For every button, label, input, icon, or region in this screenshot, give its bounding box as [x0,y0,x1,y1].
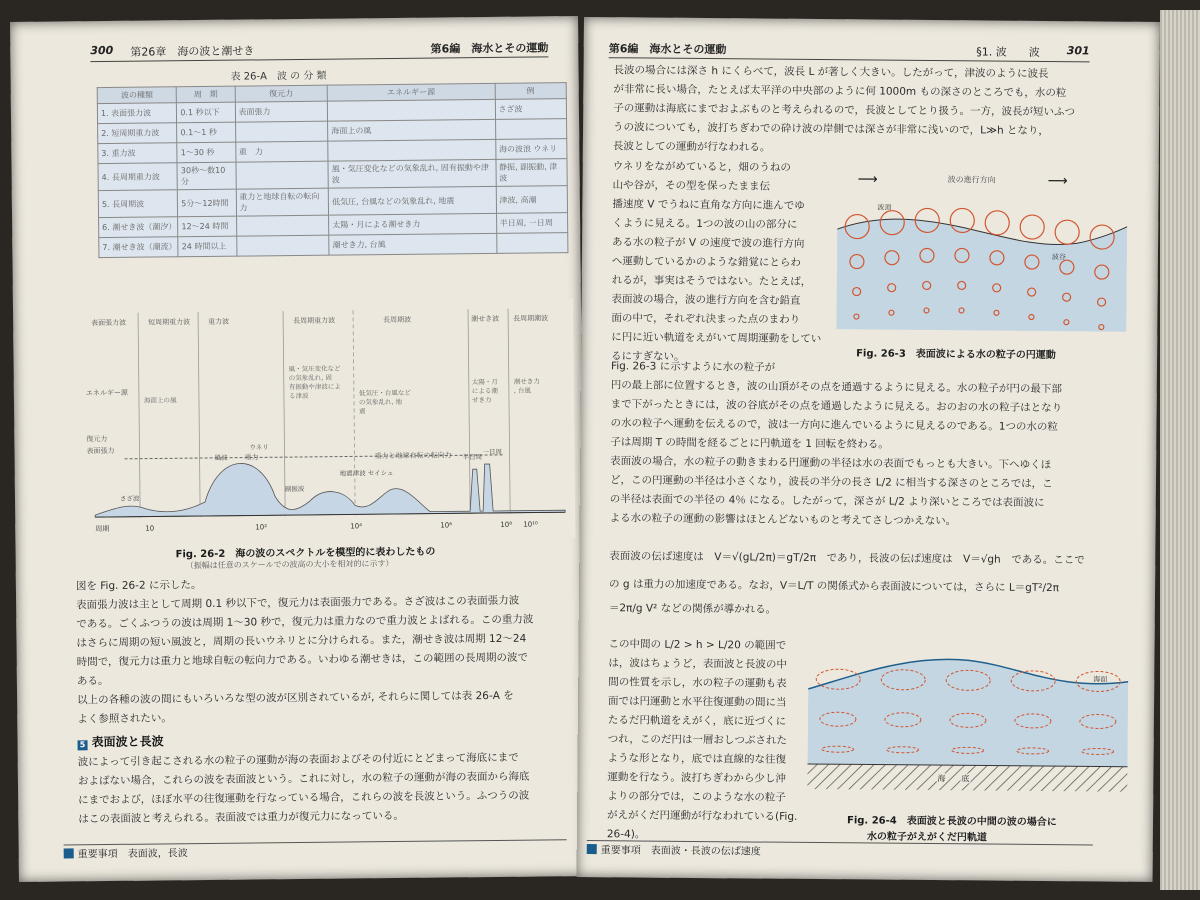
body-line: よる水の粒子の運動の影響はほとんどないものと考えてさしつかえない。 [609,512,957,528]
body-line: 時間で，復元力は重力と地球自転の転向力である。いわゆる潮せきは，この範囲の長周期の波で [76,651,529,669]
spectrum-top-label: 長周期波 [383,315,412,325]
axis-tick-label: 10⁸ [500,520,513,529]
body-line: にまでおよび，ほぼ水平の往復運動を行なっている場合，これらの波を長波という。ふつうの波 [78,789,530,807]
body-line: が非常に長い場合，たとえば太平洋の中央部のように何 1000m もの深さのところでも，水の粒 [613,83,1067,100]
body-line: 図を Fig. 26-2 に示した。 [75,579,202,593]
formula-line-2: の g は重力の加速度である。なお，V＝L/T の関係式から表面波については，さらに L＝gT²/2π [609,578,1060,595]
axis-tick-label: 10⁴ [350,522,363,531]
body-line: 以上の各種の波の間にもいろいろな型の波が区別されているが, それらに関しては表 26-A を [77,689,514,707]
table-row [99,233,568,258]
body-line: ど，この円運動の半径は小さくなり，波長の半分の長さ L/2 に相当する深さのところでは，こ [609,474,1053,491]
body-line: ある水の粒子が V の速度で波の進行方向 [612,236,805,250]
body-line: ある。 [76,675,109,688]
right-page-number: 301 [1066,44,1090,58]
fig-26-4-diagram [807,649,1128,802]
spectrum-peak-label: 半日周 [462,453,483,462]
table-cell: 1～30 秒 [177,142,235,163]
spectrum-peak-label: 地震津波 セイシュ [339,469,394,478]
body-line: この中間の L/2 > h > L/20 の範囲で [608,638,787,652]
body-line: 子は周期 T の時間を経るごとに円軌道を 1 回転を終わる。 [610,436,889,451]
axis-tick-label: 10¹⁰ [523,520,538,529]
table-cell: 0.1～1 秒 [177,122,235,143]
left-chapter-header: 第26章 海の波と潮せき [130,44,255,59]
table-cell: 表面張力 [235,101,328,122]
left-page [10,16,587,882]
table-cell: 津波, 高潮 [496,186,568,214]
spectrum-top-label: 重力波 [208,317,230,326]
table-cell: 5分～12時間 [178,189,236,217]
body-line: まで下がったときには，波の谷底がその点を通過したように見える。おのおの水の粒子はとなり [610,398,1063,415]
direction-label: 波の進行方向 [947,175,996,185]
right-footer-text: 重要事項 表面波・長波の伝ぱ速度 [600,845,761,858]
body-line: 表面張力波は主として周期 0.1 秒以下で，復元力は表面張力である。さざ波はこの表面張力波 [76,594,520,612]
body-line: よく参照されたい。 [77,712,172,726]
fig-26-4-caption-2: 水の粒子がえがくだ円軌道 [866,831,987,844]
right-part-header: 第6編 海水とその運動 [608,42,727,57]
axis-tick-label: 10² [255,523,268,532]
body-line: 面では円運動と水平往復運動の間に当 [607,695,787,709]
body-line: およばない場合，これらの波を表面波という。これに対し，水の粒子の運動が海の表面から海底 [77,770,530,788]
book-page-edges [1160,10,1200,890]
body-line: はこの表面波と考えられる。表面波では重力が復元力になっている。 [78,809,404,826]
body-line: 間の性質を示し，水の粒子の運動も表 [608,676,787,690]
body-line: である。ごくふつうの波は周期 1～30 秒で，復元力は重力なので重力波とよばれる。この重力波 [76,613,534,631]
body-line: の半径は表面での半径の 4％ になる。したがって，深さが L/2 より深いところでは表面波に [609,493,1045,510]
fig-26-4-caption-1: Fig. 26-4 表面波と長波の中間の波の場合に [846,815,1057,829]
wave-classification-table [97,82,569,258]
body-line: うの波についても，波打ちぎわでの砕け波の岸側では深さが非常に浅いので，L≫h となり， [613,121,1050,138]
axis-tick-label: 10⁶ [440,521,453,530]
footer-marker-icon [64,848,74,858]
table-cell: 5. 長周期波 [98,190,178,218]
section-title: 表面波と長波 [91,734,164,750]
right-section-header: §1. 波 波 [976,45,1040,59]
right-body-column [611,157,833,368]
energy-item: 潮せき力, 台風 [513,377,540,395]
table-cell: 7. 潮せき波（潮流） [99,237,179,258]
table-cell: 太陽・月による潮せき力 [329,213,497,235]
table-cell [236,235,329,256]
table-cell: 重 力 [235,141,328,162]
particle-orbit-circle [1055,220,1079,244]
spectrum-peak-label: 風波 [214,453,228,462]
table-cell: 重力と地球自転の転向力 [236,188,329,216]
surface-tension-row-label: 表面張力 [86,446,115,456]
table-cell: 12～24 時間 [178,216,236,237]
body-line: ような形となり，底では直線的な往復 [607,752,787,766]
section-heading [77,732,163,750]
energy-item: 低気圧・台風などの気象乱れ, 地震 [358,388,411,416]
fig-26-2-caption: Fig. 26-2 海の波のスペクトルを模型的に表わしたもの [175,546,436,561]
table-cell: 4. 長周期重力波 [98,163,178,191]
table-header-2: 復元力 [235,85,328,102]
body-line: 播速度 V でうねに直角な方向に進んでゆ [612,198,805,212]
table-cell: 低気圧, 台風などの気象乱れ, 地震 [328,186,496,215]
body-line: 山や谷が，その型を保ったまま伝 [612,179,771,193]
body-line: くように見える。1つの波の山の部分に [612,217,798,231]
table-cell [328,99,496,121]
energy-item: 海面上の風 [143,396,177,405]
body-line: れるが，事実はそうではない。たとえば， [611,274,812,288]
body-line: ウネリをながめていると，畑のうねの [612,160,791,174]
spectrum-top-label: 短周期重力波 [148,318,191,327]
spectrum-top-label: 表面張力波 [91,318,127,328]
body-line: はさらに周期の短い風波と，周期の長いウネリとに分けられる。また，潮せき波は周期 12～24 [76,632,527,650]
right-body-middle [610,357,1121,532]
footer-marker-icon [587,844,597,854]
axis-label: 周期 [95,524,110,534]
body-line: Fig. 26-3 に示すように水の粒子が [610,360,776,374]
body-line: 波によって引き起こされる水の粒子の運動が海の表面およびその付近にとどまって海底にまで [77,751,519,769]
energy-item: 風・気圧変化などの気象乱れ, 固有振動や津波による津波 [288,364,341,401]
restoring-row-label: 復元力 [86,435,108,444]
table-cell [235,161,328,189]
axis-tick-label: 10 [145,524,155,533]
body-line: つれ，このだ円は一層おしつぶされた [607,733,787,747]
table-cell: 海の波浪 ウネリ [495,139,567,160]
table-cell: 海面上の風 [328,119,496,141]
right-page [577,17,1160,882]
right-footer [587,840,1093,863]
table-cell: 30秒～数10分 [177,162,235,190]
table-cell [328,139,496,161]
table-cell: 静振, 副振動, 津波 [496,159,568,187]
energy-item: 太陽・月による潮せき力 [471,377,498,405]
table-cell: 1. 表面張力波 [97,103,177,124]
fig-26-3-caption: Fig. 26-3 表面波による水の粒子の円運動 [856,348,1056,362]
left-footer [64,839,567,863]
table-cell: 潮せき力, 台風 [329,233,497,255]
direction-arrow-icon-right: ⟶ [1047,173,1068,190]
trough-label: 波谷 [1051,253,1066,262]
table-cell [236,215,329,236]
spectrum-peak-label: 一日周 [482,447,503,457]
formula-line-1: 表面波の伝ぱ速度は V＝√(gL/2π)＝gT/2π であり，長波の伝ぱ速度は V＝√gh である。ここで [609,550,1085,567]
table-cell [235,121,328,142]
table-title: 表 26-A 波 の 分 類 [230,70,327,83]
spectrum-peak-label: ウネリ [249,443,269,452]
crest-label: 波頂 [877,203,892,212]
table-header-0: 波の種類 [97,87,176,104]
formula-line-3: ＝2π/g V² などの関係が導かれる。 [608,602,777,616]
body-line: 長波の場合には深さ h にくらべて，波長 L が著しく大きい。したがって，津波のように波長 [613,64,1049,81]
left-running-header [90,36,548,62]
left-page-number: 300 [90,43,114,58]
section-number: 5 [78,740,88,750]
body-line: たるだ円軌道をえがく，底に近づくに [607,714,787,728]
particle-orbit-circle [1020,215,1044,239]
table-cell: 風・気圧変化などの気象乱れ, 固有振動や津波 [328,159,496,188]
spectrum-top-label: 長周期重力波 [293,316,336,326]
spectrum-top-label: 長周期潮波 [513,314,549,323]
table-cell: 3. 重力波 [98,143,178,164]
body-line: 運動を行なう。波打ちぎわから少し沖 [607,771,786,785]
body-line: に円に近い軌道をえがいて周期運動をしているにすぎない。 [611,331,822,363]
table-cell [496,233,568,254]
table-cell: 6. 潮せき波（潮汐） [99,217,179,238]
table-cell: さざ波 [495,99,567,120]
table-cell: 半日周, 一日周 [496,213,568,234]
body-line: の水の粒子へ運動を伝えるので，波は一方向に進んでいるように見えるのである。1つの水の粒 [610,417,1058,434]
right-body-top [613,61,1114,160]
table-cell: 24 時間以上 [178,236,236,257]
table-cell [495,119,567,140]
body-line: へ運動しているかのような錯覚にとらわ [611,255,801,269]
body-line: 円の最上部に位置するとき，波の山頂がその点を通過するように見える。水の粒子が円の最下部 [610,379,1062,396]
left-part-header: 第6編 海水とその運動 [430,41,549,56]
table-cell: 0.1 秒以下 [177,102,235,123]
body-line: がえがくだ円運動が行なわれている(Fig. 26-4)。 [606,809,798,841]
body-line: 面の中で，それぞれ決まった点のまわり [611,312,801,326]
fig-26-3-diagram [836,169,1127,342]
particle-orbit-circle [985,211,1009,235]
direction-arrow-icon-left: ⟶ [857,171,878,188]
table-header-3: エネルギー源 [327,83,495,101]
left-body-text-2 [78,748,579,829]
right-running-header [609,37,1090,62]
right-body-bottom [607,635,809,846]
spectrum-peak-label: 副振波 [284,484,305,494]
body-line: は，波はちょうど，表面波と長波の中 [608,657,787,671]
body-line: 表面波の場合，波の進行方向を含む鉛直 [611,293,801,307]
wave-spectrum-diagram [83,298,575,543]
sea-surface-label: 海面 [1093,675,1108,684]
gravity-coriolis-label: 重力と地球自転の転向力 [374,451,452,461]
body-line: 表面波の場合，水の粒子の動きまわる円運動の半径は水の表面でもっとも大きい。下へゆくほ [610,455,1052,472]
spectrum-top-label: 潮せき波 [471,314,500,324]
table-header-1: 周 期 [177,86,235,103]
body-line: よりの部分では，このような水の粒子 [607,790,786,804]
table-cell: 2. 短周期重力波 [98,123,178,144]
body-line: 長波としての運動が行なわれる。 [612,140,771,154]
spectrum-peak-label: さざ波 [119,494,140,503]
table-header-4: 例 [495,83,567,100]
energy-row-label: エネルギー源 [85,388,128,398]
fig-26-2-note: （振幅は任意のスケールでの波高の大小を相対的に示す） [185,559,394,571]
gravity-label: 重力 [244,453,259,462]
body-line: 子の運動は海底にまでおよぶものと考えられるので，長波としてとり扱う。一方，波長が短いふつ [613,102,1076,119]
left-footer-text: 重要事項 表面波，長波 [77,848,188,861]
sea-bottom-label: 海 底 [937,774,970,784]
left-body-text [76,572,578,729]
